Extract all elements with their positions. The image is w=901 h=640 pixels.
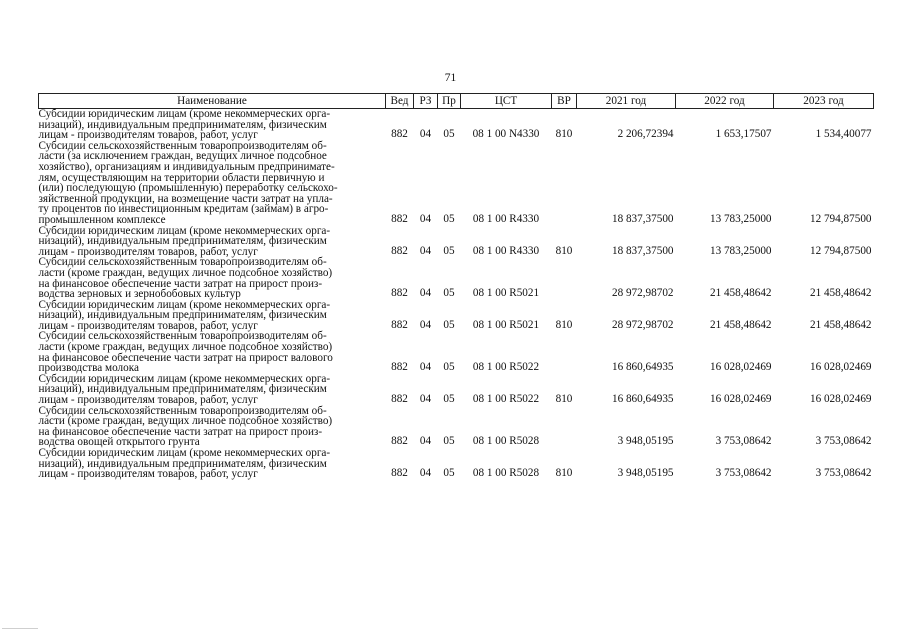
header-pr: Пр <box>438 94 461 109</box>
table-row <box>39 406 874 448</box>
table-row <box>39 374 874 406</box>
row-pr: 05 <box>443 318 455 331</box>
row-2022: 3 753,08642 <box>715 435 772 448</box>
row-rz: 04 <box>419 287 432 300</box>
table-row <box>39 109 874 141</box>
row-name: Субсидии сельскохозяйственным товаропроизводителям об- ласти (за исключением граждан, ведущих личное подсобное хозяйство), организациям и индивидуальным предпринимате- лям, осуществляющим на территории области первичную и (или) последующую (промышленную) переработку сельскохо- зяйственной продукции, на возмещение части затрат на упла- ту процентов по инвестиционным кредитам (займам) в агро- промышленном комплексе <box>38 139 338 226</box>
row-cst: 08 1 00 R4330 <box>472 244 540 257</box>
row-cst: 08 1 00 R5028 <box>472 435 540 448</box>
row-rz: 04 <box>419 212 432 225</box>
row-2022: 21 458,48642 <box>709 318 772 331</box>
row-rz: 04 <box>419 244 432 257</box>
header-2022: 2022 год <box>676 94 774 109</box>
row-2023: 3 753,08642 <box>815 435 872 448</box>
row-pr: 05 <box>443 435 455 448</box>
row-ved: 882 <box>391 467 408 480</box>
table-header-row <box>39 94 874 109</box>
table-row <box>39 300 874 332</box>
row-rz: 04 <box>419 393 432 406</box>
row-2023: 16 028,02469 <box>809 361 872 374</box>
row-2023: 3 753,08642 <box>815 467 872 480</box>
row-pr: 05 <box>443 393 455 406</box>
row-name: Субсидии юридическим лицам (кроме некоммерческих орга- низаций), индивидуальным предпринимателям, физическим лицам - производителям товаров, работ, услуг <box>38 298 331 332</box>
row-ved: 882 <box>391 212 408 225</box>
header-rz: РЗ <box>414 94 438 109</box>
header-name: Наименование <box>39 94 386 109</box>
row-rz: 04 <box>419 467 432 480</box>
row-2023: 21 458,48642 <box>809 318 872 331</box>
row-2021: 18 837,37500 <box>611 244 674 257</box>
table-row <box>39 226 874 258</box>
row-2021: 28 972,98702 <box>611 318 674 331</box>
row-cst: 08 1 00 R5021 <box>472 287 540 300</box>
row-2022: 3 753,08642 <box>715 467 772 480</box>
row-ved: 882 <box>391 287 408 300</box>
row-2021: 3 948,05195 <box>617 435 674 448</box>
row-name-cell <box>39 331 386 373</box>
row-name-cell <box>39 109 386 141</box>
row-2023: 1 534,40077 <box>815 128 872 141</box>
row-name-cell <box>39 257 386 299</box>
budget-table <box>38 93 874 480</box>
row-2023: 12 794,87500 <box>809 212 872 225</box>
row-vr <box>552 141 577 226</box>
row-ved: 882 <box>391 361 408 374</box>
header-cst: ЦСТ <box>461 94 552 109</box>
row-vr <box>552 406 577 448</box>
row-name-cell <box>39 226 386 258</box>
table-row <box>39 141 874 226</box>
row-name: Субсидии юридическим лицам (кроме некоммерческих орга- низаций), индивидуальным предпринимателям, физическим лицам - производителям товаров, работ, услуг <box>38 447 331 481</box>
page-number: 71 <box>444 72 457 84</box>
row-2023: 16 028,02469 <box>809 393 872 406</box>
row-pr: 05 <box>443 467 455 480</box>
row-name-cell <box>39 406 386 448</box>
row-name: Субсидии юридическим лицам (кроме некоммерческих орга- низаций), индивидуальным предпринимателям, физическим лицам - производителям товаров, работ, услуг <box>38 108 331 142</box>
row-name-cell <box>39 141 386 226</box>
row-ved: 882 <box>391 435 408 448</box>
row-pr: 05 <box>443 287 455 300</box>
row-cst: 08 1 00 R5022 <box>472 393 540 406</box>
row-2022: 1 653,17507 <box>715 128 772 141</box>
row-pr: 05 <box>443 361 455 374</box>
row-vr: 810 <box>555 318 573 331</box>
row-name-cell <box>39 374 386 406</box>
row-vr: 810 <box>555 467 573 480</box>
row-vr: 810 <box>555 393 573 406</box>
header-2023: 2023 год <box>774 94 874 109</box>
row-2021: 16 860,64935 <box>611 361 674 374</box>
table-row <box>39 257 874 299</box>
row-pr: 05 <box>443 128 455 141</box>
row-name-cell <box>39 448 386 480</box>
row-cst: 08 1 00 R5028 <box>472 467 540 480</box>
row-cst: 08 1 00 R5022 <box>472 361 540 374</box>
row-pr: 05 <box>443 244 455 257</box>
row-2022: 16 028,02469 <box>709 393 772 406</box>
row-2021: 18 837,37500 <box>611 212 674 225</box>
table-row <box>39 448 874 480</box>
row-2021: 16 860,64935 <box>611 393 674 406</box>
row-ved: 882 <box>391 128 408 141</box>
row-vr <box>552 331 577 373</box>
row-cst: 08 1 00 R4330 <box>472 212 540 225</box>
row-rz: 04 <box>419 435 432 448</box>
row-rz: 04 <box>419 361 432 374</box>
row-2023: 12 794,87500 <box>809 244 872 257</box>
row-rz: 04 <box>419 318 432 331</box>
row-2021: 28 972,98702 <box>611 287 674 300</box>
row-name: Субсидии сельскохозяйственным товаропроизводителям об- ласти (кроме граждан, ведущих личное подсобное хозяйство) на финансовое обеспечение части затрат на прирост валового производства молока <box>38 330 333 375</box>
row-name: Субсидии юридическим лицам (кроме некоммерческих орга- низаций), индивидуальным предпринимателям, физическим лицам - производителям товаров, работ, услуг <box>38 372 331 407</box>
header-ved: Вед <box>386 94 414 109</box>
table-row <box>39 331 874 373</box>
row-cst: 08 1 00 N4330 <box>472 128 540 141</box>
row-ved: 882 <box>391 244 408 257</box>
row-ved: 882 <box>391 318 408 331</box>
page-edge-mark <box>2 628 38 629</box>
row-2023: 21 458,48642 <box>809 287 872 300</box>
row-2022: 13 783,25000 <box>709 244 772 257</box>
row-2022: 13 783,25000 <box>709 212 772 225</box>
row-2021: 2 206,72394 <box>617 128 674 141</box>
header-2021: 2021 год <box>577 94 676 109</box>
row-vr: 810 <box>555 244 573 257</box>
row-cst: 08 1 00 R5021 <box>472 318 540 331</box>
row-name: Субсидии юридическим лицам (кроме некоммерческих орга- низаций), индивидуальным предпринимателям, физическим лицам - производителям товаров, работ, услуг <box>38 224 331 258</box>
row-2022: 21 458,48642 <box>709 287 772 300</box>
row-vr: 810 <box>555 128 573 141</box>
row-pr: 05 <box>443 212 455 225</box>
row-name-cell <box>39 300 386 332</box>
row-name: Субсидии сельскохозяйственным товаропроизводителям об- ласти (кроме граждан, ведущих личное подсобное хозяйство) на финансовое обеспечение части затрат на прирост произ- водства овощей открытого грунта <box>38 404 333 449</box>
row-name: Субсидии сельскохозяйственным товаропроизводителям об- ласти (кроме граждан, ведущих личное подсобное хозяйство) на финансовое обеспечение части затрат на прирост произ- водства зерновых и зернобобовых культур <box>38 256 333 301</box>
row-rz: 04 <box>419 128 432 141</box>
row-2022: 16 028,02469 <box>709 361 772 374</box>
row-vr <box>552 257 577 299</box>
row-ved: 882 <box>391 393 408 406</box>
row-2021: 3 948,05195 <box>617 467 674 480</box>
header-vr: ВР <box>552 94 577 109</box>
